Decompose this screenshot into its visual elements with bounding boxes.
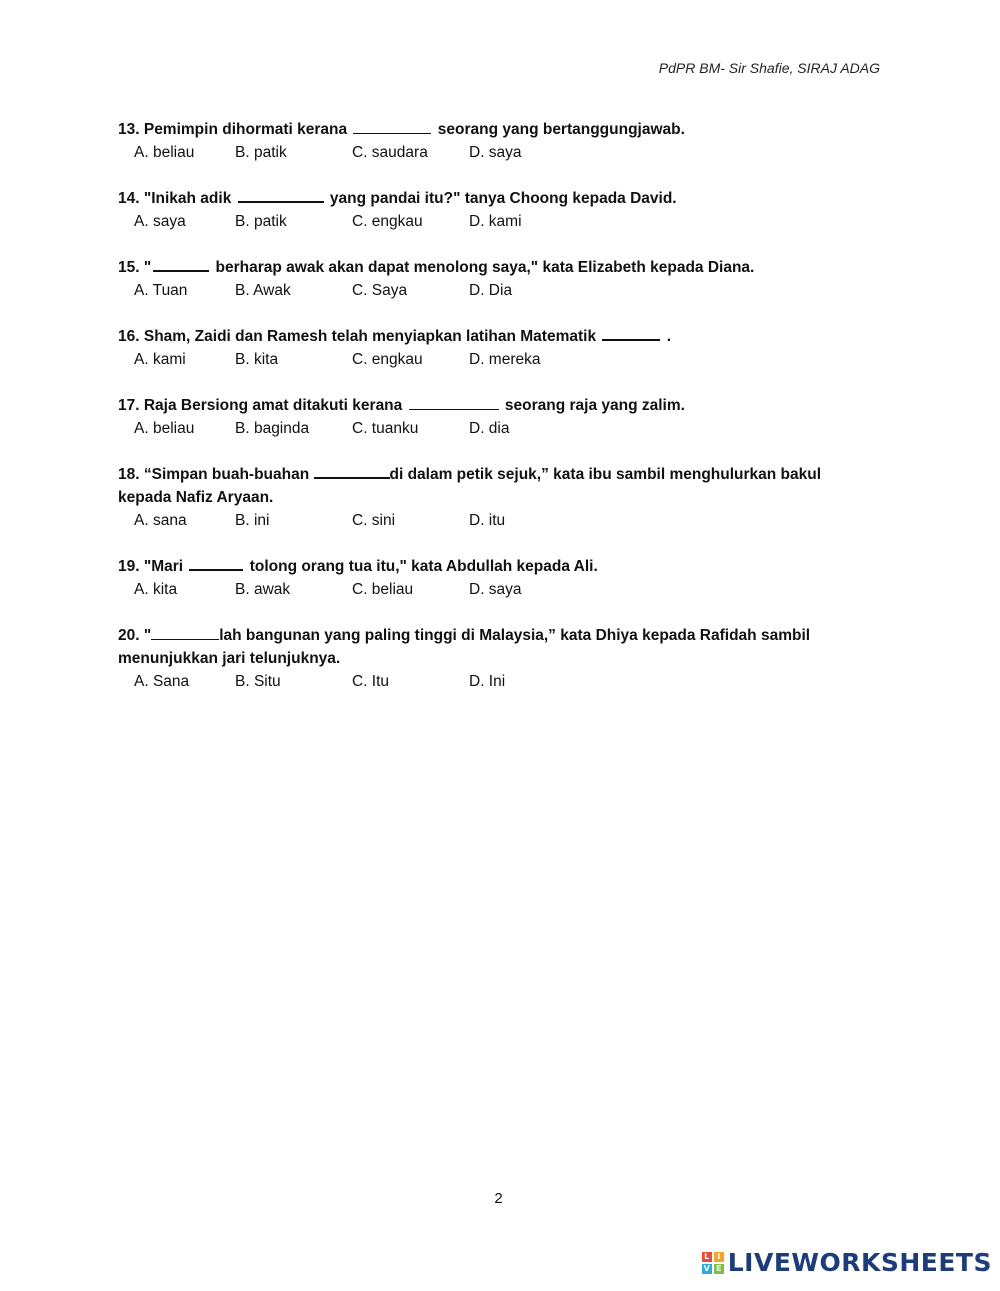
option-a[interactable]: A. kami: [134, 351, 186, 368]
question-prefix: 20. ": [118, 627, 152, 644]
question-text: [118, 325, 858, 348]
option-a[interactable]: A. sana: [134, 512, 187, 529]
option-d[interactable]: D. mereka: [469, 351, 541, 368]
options-row: [134, 509, 858, 532]
question-suffix: yang pandai itu?" tanya Choong kepada David.: [325, 190, 677, 207]
question-prefix: 18. “Simpan buah-buahan: [118, 466, 314, 483]
liveworksheets-brand[interactable]: [702, 1248, 992, 1277]
option-b[interactable]: B. patik: [235, 144, 287, 161]
option-d[interactable]: D. Ini: [469, 673, 506, 690]
question-14: [118, 187, 858, 233]
question-prefix: 13. Pemimpin dihormati kerana: [118, 121, 352, 138]
options-row: [134, 210, 858, 233]
question-prefix: 19. "Mari: [118, 558, 188, 575]
option-c[interactable]: C. saudara: [352, 144, 428, 161]
option-b[interactable]: B. ini: [235, 512, 270, 529]
option-a[interactable]: A. beliau: [134, 420, 195, 437]
question-20: [118, 624, 858, 693]
options-row: [134, 348, 858, 371]
question-prefix: 14. "Inikah adik: [118, 190, 236, 207]
option-b[interactable]: B. baginda: [235, 420, 310, 437]
logo-cell: L: [702, 1252, 712, 1262]
answer-blank[interactable]: [602, 325, 660, 341]
option-d[interactable]: D. saya: [469, 581, 522, 598]
question-18: [118, 463, 858, 532]
option-c[interactable]: C. tuanku: [352, 420, 419, 437]
question-15: [118, 256, 858, 302]
logo-cell: V: [703, 1263, 710, 1273]
header-note: PdPR BM- Sir Shafie, SIRAJ ADAG: [658, 60, 880, 76]
option-b[interactable]: B. kita: [235, 351, 279, 368]
question-suffix: berharap awak akan dapat menolong saya," kata Elizabeth kepada Diana.: [211, 259, 755, 276]
question-suffix: seorang raja yang zalim.: [500, 397, 685, 414]
options-row: [134, 578, 858, 601]
option-c[interactable]: C. beliau: [352, 581, 414, 598]
options-row: [134, 141, 858, 164]
option-b[interactable]: B. Situ: [235, 673, 281, 690]
option-c[interactable]: C. engkau: [352, 213, 423, 230]
option-a[interactable]: A. Sana: [134, 673, 190, 690]
question-suffix: di dalam petik sejuk,” kata ibu sambil menghulurkan bakul kepada Nafiz Aryaan.: [118, 466, 822, 506]
option-d[interactable]: D. saya: [469, 144, 522, 161]
answer-blank[interactable]: [409, 395, 499, 410]
question-suffix: seorang yang bertanggungjawab.: [433, 121, 685, 138]
logo-cell: I: [714, 1252, 724, 1262]
question-text: [118, 463, 858, 509]
question-prefix: 17. Raja Bersiong amat ditakuti kerana: [118, 397, 407, 414]
option-c[interactable]: C. sini: [352, 512, 396, 529]
answer-blank[interactable]: [153, 256, 209, 272]
option-a[interactable]: A. Tuan: [134, 282, 188, 299]
question-prefix: 15. ": [118, 259, 152, 276]
option-a[interactable]: A. saya: [134, 213, 186, 230]
option-d[interactable]: D. dia: [469, 420, 510, 437]
option-b[interactable]: B. awak: [235, 581, 291, 598]
option-b[interactable]: B. patik: [235, 213, 287, 230]
question-suffix: lah bangunan yang paling tinggi di Malaysia,” kata Dhiya kepada Rafidah sambil menunjukkan jari telunjuknya.: [118, 627, 811, 667]
option-a[interactable]: A. beliau: [134, 144, 195, 161]
question-suffix: tolong orang tua itu," kata Abdullah kepada Ali.: [245, 558, 598, 575]
answer-blank[interactable]: [151, 625, 219, 640]
question-text: [118, 394, 858, 417]
question-17: [118, 394, 858, 440]
question-text: [118, 624, 858, 670]
question-suffix: .: [662, 328, 672, 345]
option-b[interactable]: B. Awak: [235, 282, 291, 299]
question-text: [118, 118, 858, 141]
answer-blank[interactable]: [353, 119, 431, 134]
options-row: [134, 670, 858, 693]
option-a[interactable]: A. kita: [134, 581, 178, 598]
logo-cell: E: [714, 1264, 724, 1274]
question-text: [118, 256, 858, 279]
question-text: [118, 187, 858, 210]
option-c[interactable]: C. engkau: [352, 351, 423, 368]
option-c[interactable]: C. Itu: [352, 673, 390, 690]
answer-blank[interactable]: [238, 187, 324, 203]
question-13: [118, 118, 858, 164]
option-d[interactable]: D. Dia: [469, 282, 513, 299]
question-16: [118, 325, 858, 371]
liveworksheets-logo-icon: [702, 1252, 724, 1274]
question-19: [118, 555, 858, 601]
question-list: [118, 118, 858, 716]
page-number: 2: [494, 1190, 503, 1207]
brand-text: LIVEWORKSHEETS: [727, 1248, 992, 1277]
answer-blank[interactable]: [189, 555, 243, 571]
option-c[interactable]: C. Saya: [352, 282, 408, 299]
option-d[interactable]: D. kami: [469, 213, 522, 230]
answer-blank[interactable]: [314, 463, 390, 479]
question-prefix: 16. Sham, Zaidi dan Ramesh telah menyiapkan latihan Matematik: [118, 328, 601, 345]
options-row: [134, 279, 858, 302]
option-d[interactable]: D. itu: [469, 512, 506, 529]
question-text: [118, 555, 858, 578]
options-row: [134, 417, 858, 440]
